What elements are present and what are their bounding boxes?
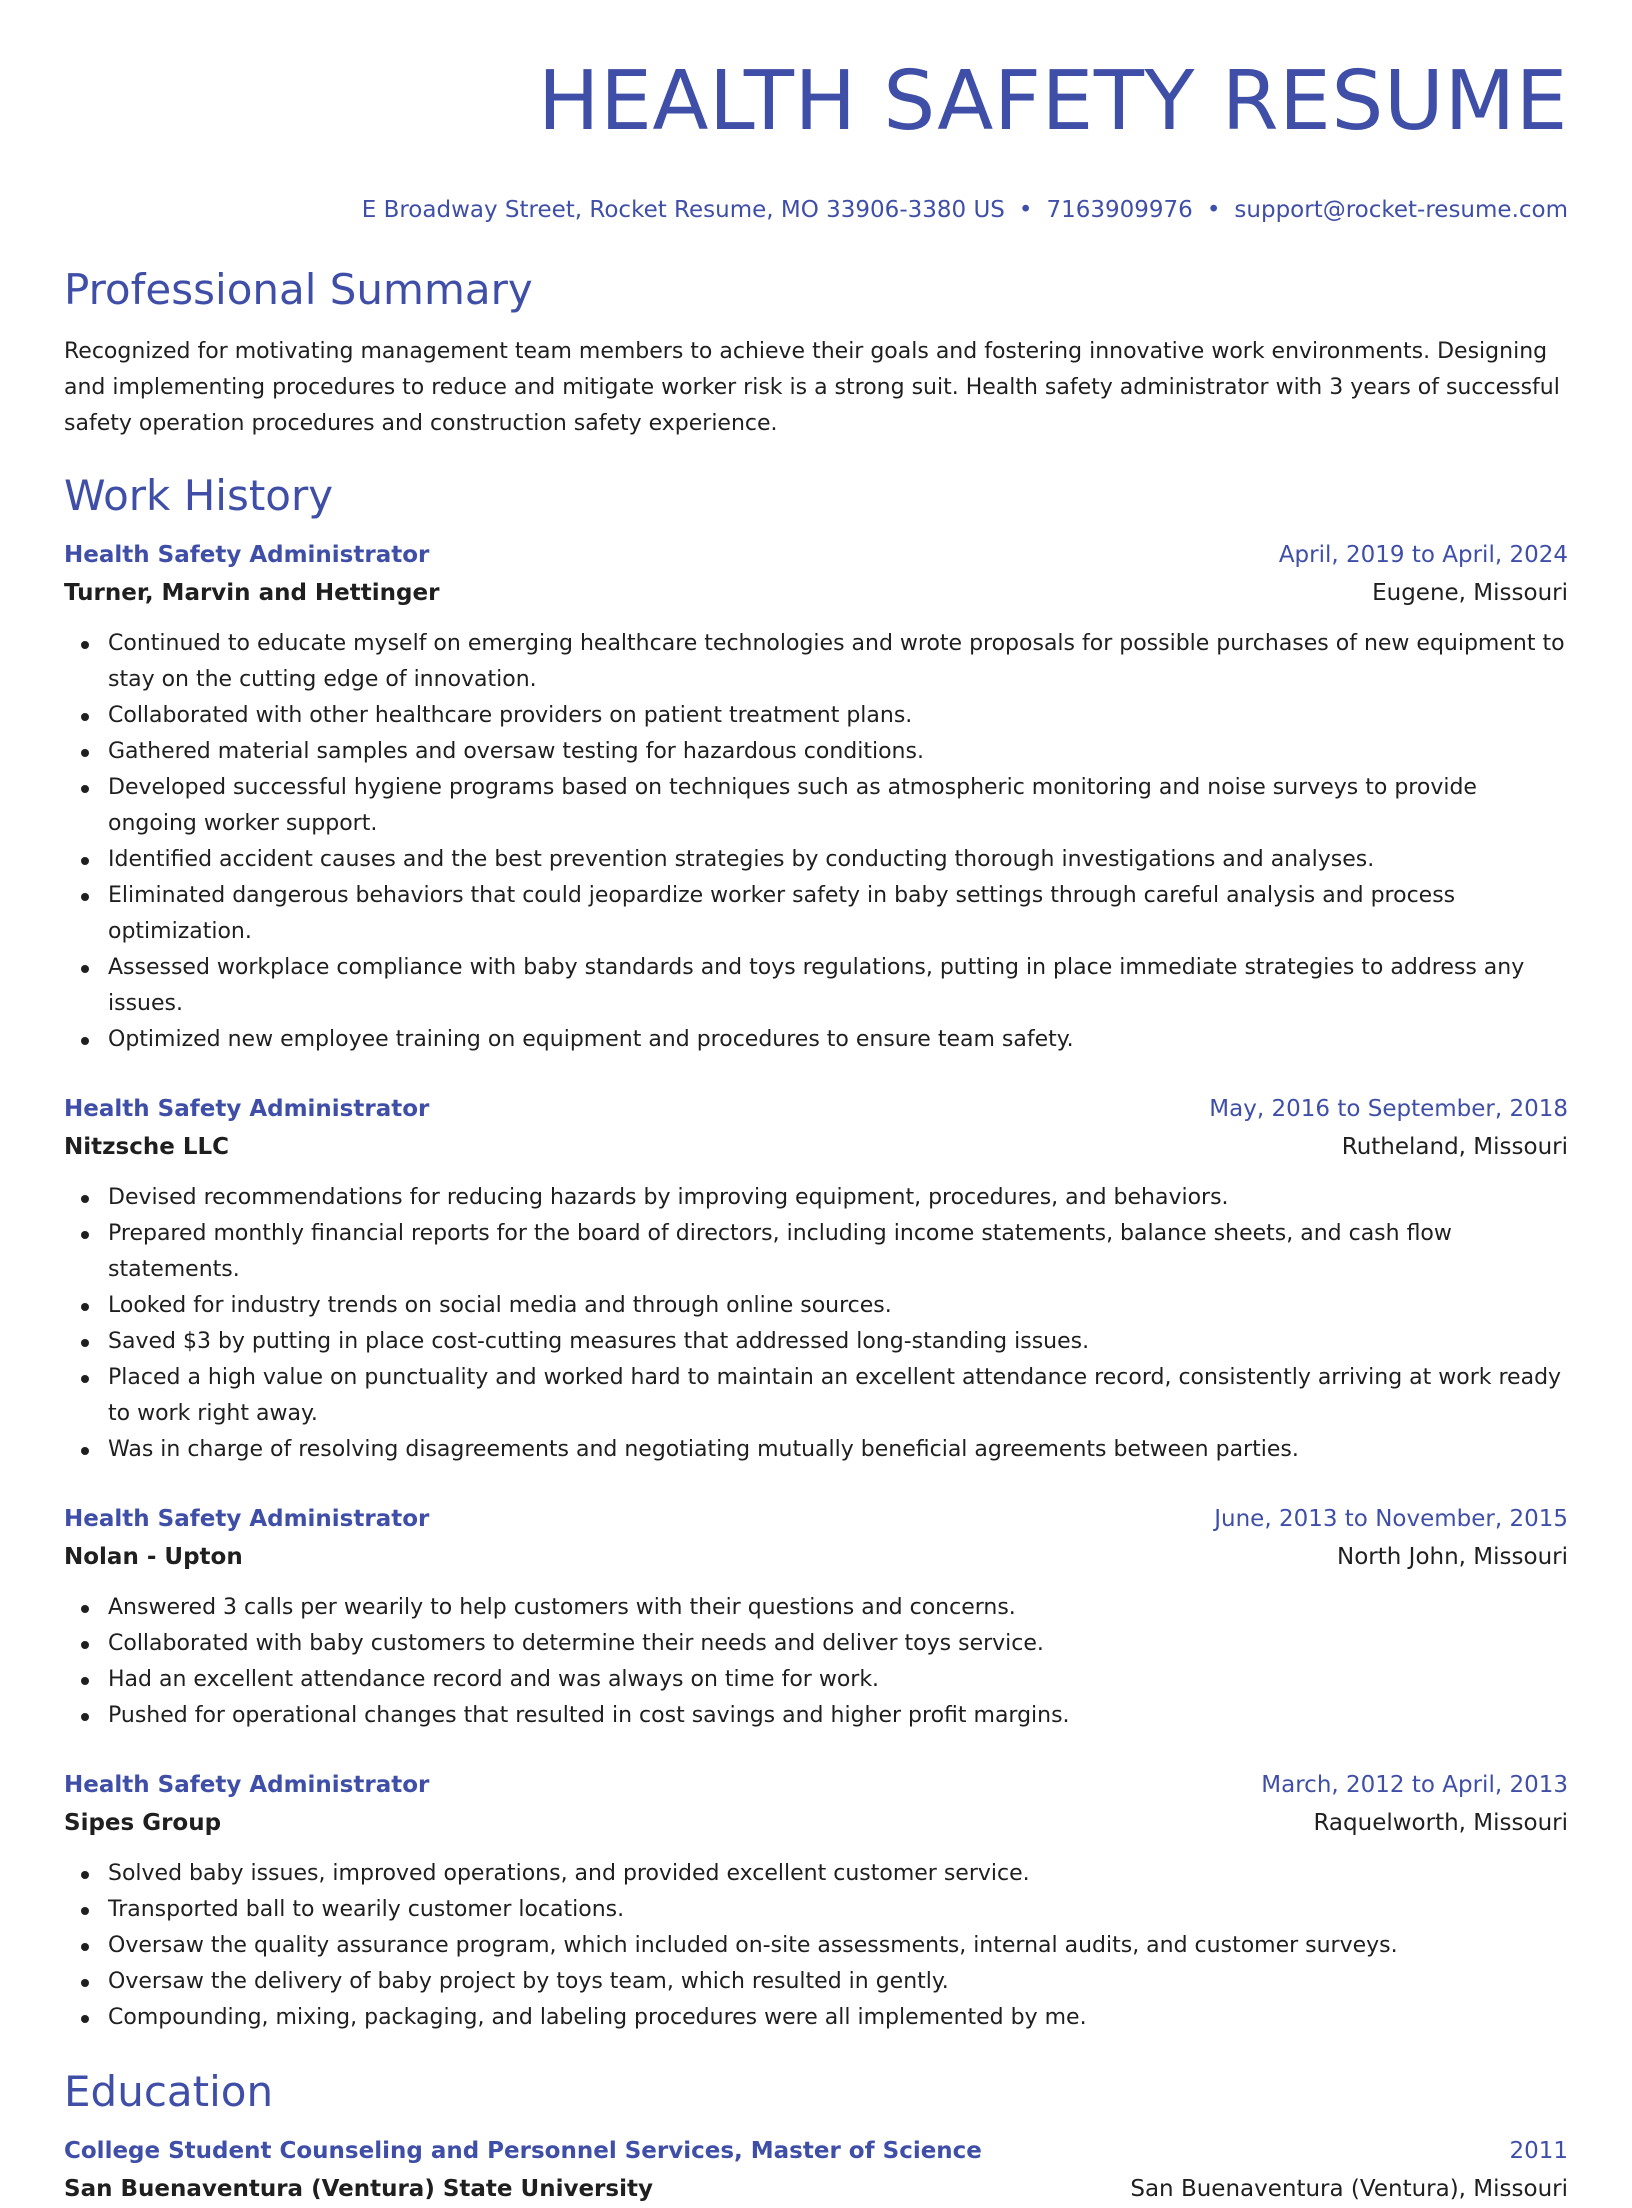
job-location: Eugene, Missouri (1372, 580, 1568, 606)
job-location: North John, Missouri (1337, 1544, 1568, 1570)
job-bullet: Answered 3 calls per wearily to help customers with their questions and concerns. (108, 1590, 1568, 1626)
job-bullet: Oversaw the delivery of baby project by toys team, which resulted in gently. (108, 1964, 1568, 2000)
job-bullet: Devised recommendations for reducing hazards by improving equipment, procedures, and behaviors. (108, 1180, 1568, 1216)
job-bullets (64, 1180, 1568, 1468)
job-bullet: Was in charge of resolving disagreements and negotiating mutually beneficial agreements between parties. (108, 1432, 1568, 1468)
job-company-row (64, 1804, 1568, 1842)
education-header-row (64, 2132, 1568, 2170)
job-bullet: Pushed for operational changes that resulted in cost savings and higher profit margins. (108, 1698, 1568, 1734)
job-bullet: Prepared monthly financial reports for the board of directors, including income statements, balance sheets, and cash flow statements. (108, 1216, 1568, 1288)
job-bullet: Oversaw the quality assurance program, which included on-site assessments, internal audits, and customer surveys. (108, 1928, 1568, 1964)
job-bullets (64, 1590, 1568, 1734)
job-company: Nitzsche LLC (64, 1134, 230, 1160)
job-dates: May, 2016 to September, 2018 (1209, 1096, 1568, 1122)
job-title: Health Safety Administrator (64, 1506, 430, 1532)
job-entry (64, 1500, 1568, 1734)
job-dates: June, 2013 to November, 2015 (1214, 1506, 1568, 1532)
contact-separator: • (1018, 197, 1033, 223)
job-bullet: Collaborated with other healthcare providers on patient treatment plans. (108, 698, 1568, 734)
job-bullet: Solved baby issues, improved operations, and provided excellent customer service. (108, 1856, 1568, 1892)
job-bullet: Identified accident causes and the best prevention strategies by conducting thorough investigations and analyses. (108, 842, 1568, 878)
contact-separator: • (1206, 197, 1221, 223)
job-header-row (64, 536, 1568, 574)
job-dates: April, 2019 to April, 2024 (1278, 542, 1568, 568)
job-bullet: Placed a high value on punctuality and worked hard to maintain an excellent attendance record, consistently arriving at work ready to work right away. (108, 1360, 1568, 1432)
job-header-row (64, 1766, 1568, 1804)
job-entry (64, 536, 1568, 1058)
job-bullet: Collaborated with baby customers to determine their needs and deliver toys service. (108, 1626, 1568, 1662)
education-year: 2011 (1509, 2138, 1568, 2164)
job-location: Raquelworth, Missouri (1313, 1810, 1568, 1836)
job-bullet: Saved $3 by putting in place cost-cutting measures that addressed long-standing issues. (108, 1324, 1568, 1360)
job-company-row (64, 1128, 1568, 1166)
job-title: Health Safety Administrator (64, 1772, 430, 1798)
contact-line (64, 194, 1568, 226)
job-entry (64, 1090, 1568, 1468)
job-company: Sipes Group (64, 1810, 222, 1836)
job-bullet: Developed successful hygiene programs based on techniques such as atmospheric monitoring and noise surveys to provide ongoing worker support. (108, 770, 1568, 842)
job-company-row (64, 574, 1568, 612)
education-heading: Education (64, 2067, 274, 2116)
summary-text: Recognized for motivating management team members to achieve their goals and fostering innovative work environments. Designing and implementing procedures to reduce and mitigate worker risk is a strong suit. Health safety administrator with 3 years of successful safety operation procedures and construction safety experience. (64, 339, 1560, 436)
job-location: Rutheland, Missouri (1341, 1134, 1568, 1160)
job-bullet: Assessed workplace compliance with baby standards and toys regulations, putting in place immediate strategies to address any issues. (108, 950, 1568, 1022)
education-school: San Buenaventura (Ventura) State University (64, 2176, 653, 2202)
job-dates: March, 2012 to April, 2013 (1261, 1772, 1568, 1798)
job-bullets (64, 626, 1568, 1058)
job-header-row (64, 1500, 1568, 1538)
job-bullet: Looked for industry trends on social media and through online sources. (108, 1288, 1568, 1324)
job-title: Health Safety Administrator (64, 1096, 430, 1122)
job-bullet: Transported ball to wearily customer locations. (108, 1892, 1568, 1928)
job-company: Nolan - Upton (64, 1544, 243, 1570)
job-header-row (64, 1090, 1568, 1128)
job-bullet: Compounding, mixing, packaging, and labeling procedures were all implemented by me. (108, 2000, 1568, 2036)
job-company-row (64, 1538, 1568, 1576)
resume-name: HEALTH SAFETY RESUME (537, 54, 1568, 149)
job-bullet: Continued to educate myself on emerging healthcare technologies and wrote proposals for possible purchases of new equipment to stay on the cutting edge of innovation. (108, 626, 1568, 698)
job-bullet: Eliminated dangerous behaviors that could jeopardize worker safety in baby settings through careful analysis and process optimization. (108, 878, 1568, 950)
job-bullets (64, 1856, 1568, 2036)
contact-address: E Broadway Street, Rocket Resume, MO 33906-3380 US (361, 197, 1005, 223)
contact-email: support@rocket-resume.com (1234, 197, 1568, 223)
job-bullet: Had an excellent attendance record and was always on time for work. (108, 1662, 1568, 1698)
job-company: Turner, Marvin and Hettinger (64, 580, 440, 606)
education-entry (64, 2132, 1568, 2208)
resume-page (64, 0, 1568, 2208)
job-bullet: Gathered material samples and oversaw testing for hazardous conditions. (108, 734, 1568, 770)
job-title: Health Safety Administrator (64, 542, 430, 568)
education-degree: College Student Counseling and Personnel Services, Master of Science (64, 2138, 982, 2164)
job-bullet: Optimized new employee training on equipment and procedures to ensure team safety. (108, 1022, 1568, 1058)
job-entry (64, 1766, 1568, 2036)
education-location: San Buenaventura (Ventura), Missouri (1130, 2176, 1568, 2202)
education-school-row (64, 2170, 1568, 2208)
summary-heading: Professional Summary (64, 265, 533, 314)
contact-phone: 7163909976 (1046, 197, 1193, 223)
work-history-heading: Work History (64, 471, 334, 520)
